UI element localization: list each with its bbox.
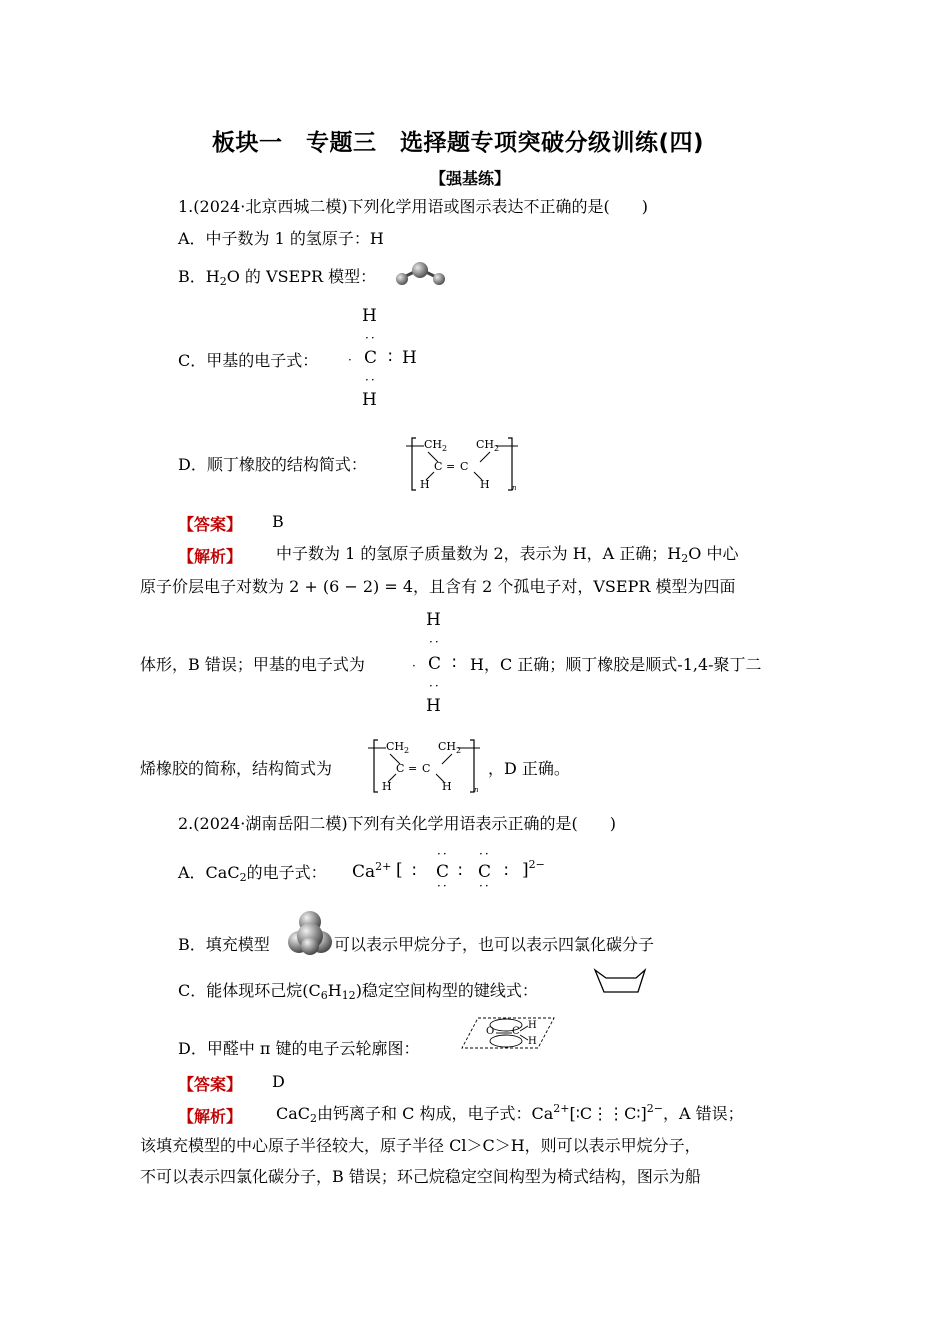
q2-analysis-tag: 【解析】: [178, 1107, 243, 1126]
section-label: 【强基练】: [430, 169, 511, 188]
q1-analysis-line2: 原子价层电子对数为 2 + (6 − 2) = 4，且含有 2 个孤电子对，VSEPR 模型为四面: [140, 577, 736, 596]
q1-analysis-line3a: 体形，B 错误；甲基的电子式为: [140, 655, 365, 674]
cyclohexane-boat-image: [592, 966, 648, 996]
space-filling-model-image: [286, 910, 336, 956]
q2-option-b-suffix: 可以表示甲烷分子，也可以表示四氯化碳分子: [334, 935, 655, 954]
vsepr-model-image: [392, 260, 452, 290]
q2-option-c: C．能体现环己烷$(C_6H_{12})$稳定空间构型的键线式：: [178, 981, 538, 1002]
page-title: 板块一 专题三 选择题专项突破分级训练(四): [212, 130, 705, 156]
q1-answer: B: [272, 512, 284, 531]
q1-answer-tag: 【答案】: [178, 515, 243, 534]
q1-analysis-tag: 【解析】: [178, 547, 243, 566]
pi-bond-cloud-image: O C H H: [456, 1012, 560, 1054]
q1-analysis-line4a: 烯橡胶的简称，结构简式为: [140, 759, 333, 778]
q1-option-b: B．$H_2O$ 的 VSEPR 模型：: [178, 267, 377, 288]
polybutadiene-structure-inline: $CH_2$ $CH_2$ C = C H H n: [366, 736, 486, 796]
q1-option-c: C．甲基的电子式：: [178, 351, 319, 370]
q2-analysis-line2: 该填充模型的中心原子半径较大，原子半径 Cl＞C＞H，则可以表示甲烷分子，: [140, 1136, 701, 1155]
q2-stem: 2.(2024·湖南岳阳二模)下列有关化学用语表示正确的是( ): [178, 814, 617, 833]
q2-analysis-line3: 不可以表示四氯化碳分子，B 错误；环己烷稳定空间构型为椅式结构，图示为船: [140, 1167, 701, 1186]
q2-option-b-prefix: B．填充模型: [178, 935, 270, 954]
q1-analysis-line1: 中子数为 1 的氢原子质量数为 2，表示为 H，A 正确；$H_2O$ 中心: [276, 544, 739, 565]
q2-option-a: A．CaC$_2$的电子式：: [178, 863, 327, 884]
q1-stem: 1.(2024·北京西城二模)下列化学用语或图示表达不正确的是( ): [178, 197, 649, 216]
q2-option-d: D．甲醛中 π 键的电子云轮廓图：: [178, 1039, 420, 1058]
polybutadiene-structure: $CH_2$ $CH_2$ C = C H H n: [404, 434, 524, 494]
q1-option-d: D．顺丁橡胶的结构简式：: [178, 455, 367, 474]
methyl-electron-formula: H ·· · C ∶ H ·· H: [348, 306, 417, 410]
q2-answer: D: [272, 1072, 285, 1091]
q2-analysis-line1: CaC$_2$由钙离子和 C 构成，电子式：$Ca^{2+}[∶C⋮⋮C∶]^{2-}$，A 错误；: [276, 1102, 744, 1125]
methyl-electron-formula-inline: H ·· · C ∶ ·· H: [412, 610, 457, 716]
cac2-electron-formula: $Ca^{2+}$ [ ∶ ·· C ·· ∶ ·· C ·· ∶ ]$^{2-}$: [352, 847, 545, 893]
q1-analysis-line4b: ，D 正确。: [488, 759, 570, 778]
q1-analysis-line3b: H，C 正确；顺丁橡胶是顺式-1,4-聚丁二: [470, 655, 762, 674]
q1-option-a: A．中子数为 1 的氢原子：H: [178, 229, 384, 248]
q2-answer-tag: 【答案】: [178, 1075, 243, 1094]
